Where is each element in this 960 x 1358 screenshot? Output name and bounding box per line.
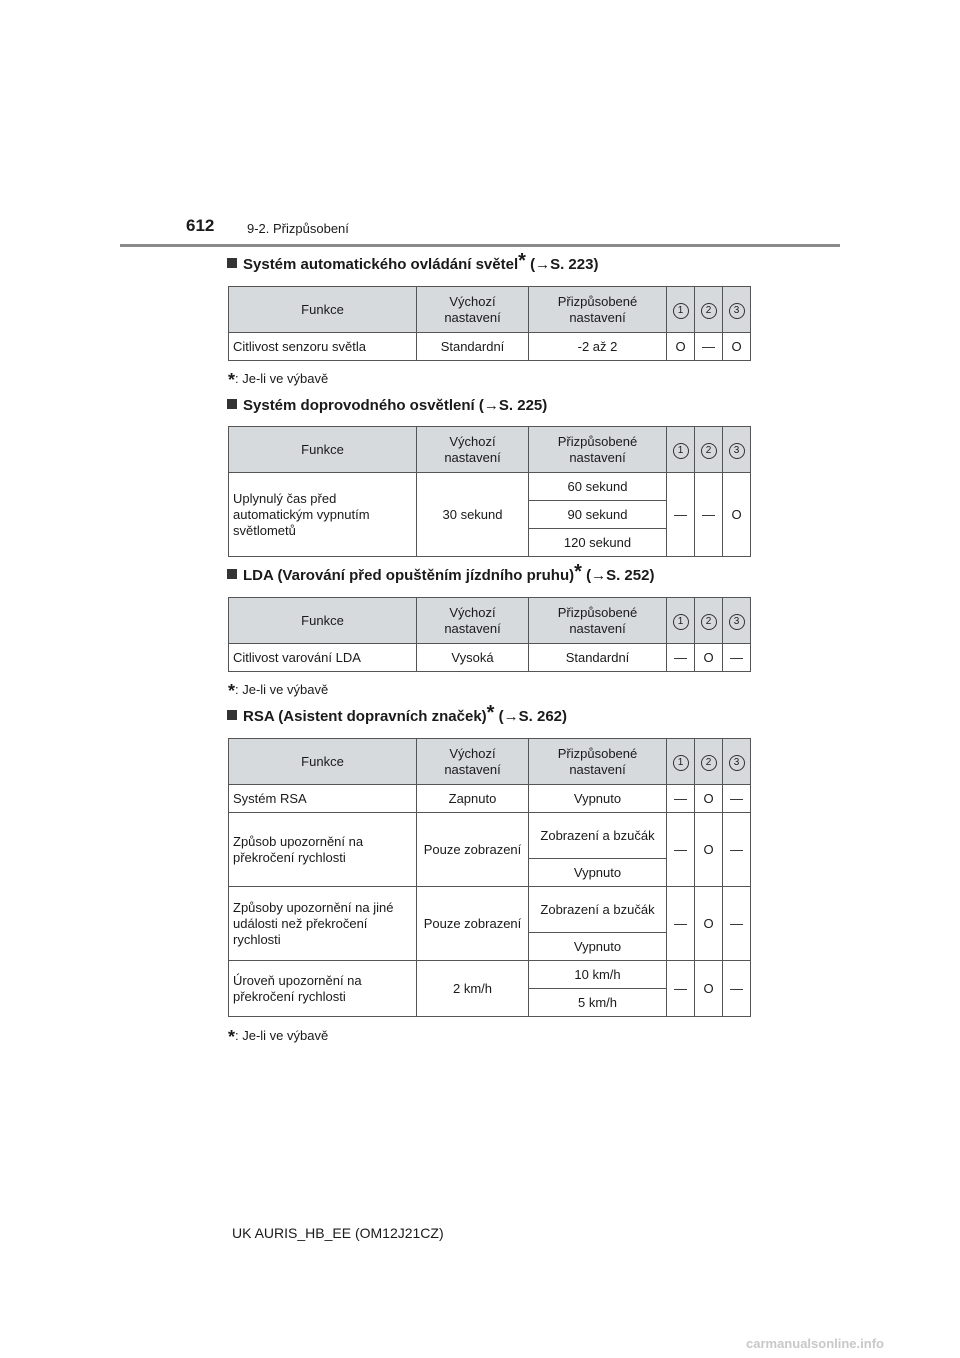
footer-model-code: UK AURIS_HB_EE (OM12J21CZ) [232,1225,444,1241]
table-cell: — [667,961,695,1017]
bullet-square-icon [227,710,237,720]
table-header-cell: Přizpůsobené nastavení [529,598,667,644]
table-cell: Vypnuto [529,933,667,961]
table-cell: — [723,813,751,887]
table-cell: Vysoká [417,644,529,672]
watermark: carmanualsonline.info [746,1336,884,1351]
col-1-icon: 1 [673,755,689,771]
table-cell: 5 km/h [529,989,667,1017]
table-cell: O [723,473,751,557]
table-header-cell: Funkce [229,598,417,644]
table-auto-lights [228,286,751,361]
footnote: *: Je-li ve výbavě [228,370,329,390]
col-3-icon: 3 [729,614,745,630]
table-cell: Systém RSA [229,785,417,813]
col-3-icon: 3 [729,303,745,319]
header-default: Výchozí nastavení [417,287,529,333]
table-header-cell [695,739,723,785]
col-2-icon: 2 [701,303,717,319]
table-cell: Standardní [529,644,667,672]
table-header-cell [723,287,751,333]
table-cell: 30 sekund [417,473,529,557]
table-cell: — [723,961,751,1017]
table-row [229,887,751,933]
table-cell: O [695,644,723,672]
bullet-square-icon [227,258,237,268]
table-cell: Zapnuto [417,785,529,813]
footnote: *: Je-li ve výbavě [228,1027,329,1047]
table-header-cell [667,739,695,785]
col-2-icon: 2 [701,614,717,630]
table-cell: -2 až 2 [529,333,667,361]
table-cell: Zobrazení a bzučák [529,813,667,859]
col-3-icon: 3 [729,755,745,771]
table-cell: 90 sekund [529,501,667,529]
col-1-icon: 1 [673,614,689,630]
table-cell: Zobrazení a bzučák [529,887,667,933]
table-cell: O [695,785,723,813]
table-header-cell: Funkce [229,427,417,473]
section-title-auto-lights: Systém automatického ovládání světel* (→S. 223) [227,256,598,273]
table-cell: — [667,785,695,813]
table-header-cell: Přizpůsobené nastavení [529,739,667,785]
table-cell: Citlivost senzoru světla [229,333,417,361]
header-func: Funkce [229,287,417,333]
table-row [229,813,751,859]
col-2-icon: 2 [701,443,717,459]
table-cell: Způsoby upozornění na jiné události než překročení rychlosti [229,887,417,961]
table-cell: O [723,333,751,361]
table-cell: O [695,887,723,961]
table-header-cell [695,287,723,333]
table-cell: 2 km/h [417,961,529,1017]
table-cell: — [667,473,695,557]
col-3-icon: 3 [729,443,745,459]
table-cell: — [667,644,695,672]
col-2-icon: 2 [701,755,717,771]
table-lda [228,597,751,672]
table-follow-me-home [228,426,751,557]
table-header-cell [695,598,723,644]
table-rsa [228,738,751,1017]
footnote: *: Je-li ve výbavě [228,681,329,701]
col-1-icon: 1 [673,443,689,459]
table-cell: — [723,644,751,672]
table-cell: — [723,887,751,961]
table-cell: — [723,785,751,813]
table-cell: 10 km/h [529,961,667,989]
table-cell: Úroveň upozornění na překročení rychlosti [229,961,417,1017]
header-custom: Přizpůsobené nastavení [529,287,667,333]
table-row [229,961,751,989]
page-number: 612 [186,216,215,235]
table-cell: O [695,961,723,1017]
table-cell: Pouze zobrazení [417,887,529,961]
table-cell: 120 sekund [529,529,667,557]
chapter-title: 9-2. Přizpůsobení [247,221,349,236]
table-header-cell: Přizpůsobené nastavení [529,427,667,473]
table-header-cell: Výchozí nastavení [417,427,529,473]
table-cell: Pouze zobrazení [417,813,529,887]
table-cell: Vypnuto [529,785,667,813]
table-header-cell [723,739,751,785]
table-header-cell [667,287,695,333]
table-header-cell: Výchozí nastavení [417,739,529,785]
table-header-cell [723,427,751,473]
table-cell: Vypnuto [529,859,667,887]
table-header-cell [723,598,751,644]
table-cell: — [667,887,695,961]
table-row [229,644,751,672]
table-row [229,785,751,813]
table-cell: — [667,813,695,887]
bullet-square-icon [227,569,237,579]
table-header-cell [667,598,695,644]
table-cell: Uplynulý čas před automatickým vypnutím světlometů [229,473,417,557]
table-header-cell [695,427,723,473]
table-cell: Standardní [417,333,529,361]
table-cell: Citlivost varování LDA [229,644,417,672]
section-title-lda: LDA (Varování před opuštěním jízdního pruhu)* (→S. 252) [227,567,654,584]
table-cell: Způsob upozornění na překročení rychlosti [229,813,417,887]
table-header-cell [667,427,695,473]
table-cell: O [667,333,695,361]
col-1-icon: 1 [673,303,689,319]
table-cell: — [695,473,723,557]
table-cell: O [695,813,723,887]
table-cell: 60 sekund [529,473,667,501]
section-title-follow-me-home: Systém doprovodného osvětlení (→S. 225) [227,397,547,414]
table-header-cell: Výchozí nastavení [417,598,529,644]
table-row [229,333,751,361]
bullet-square-icon [227,399,237,409]
table-row [229,473,751,501]
header-rule [120,244,840,247]
table-header-cell: Funkce [229,739,417,785]
table-cell: — [695,333,723,361]
section-title-rsa: RSA (Asistent dopravních značek)* (→S. 262) [227,708,567,725]
